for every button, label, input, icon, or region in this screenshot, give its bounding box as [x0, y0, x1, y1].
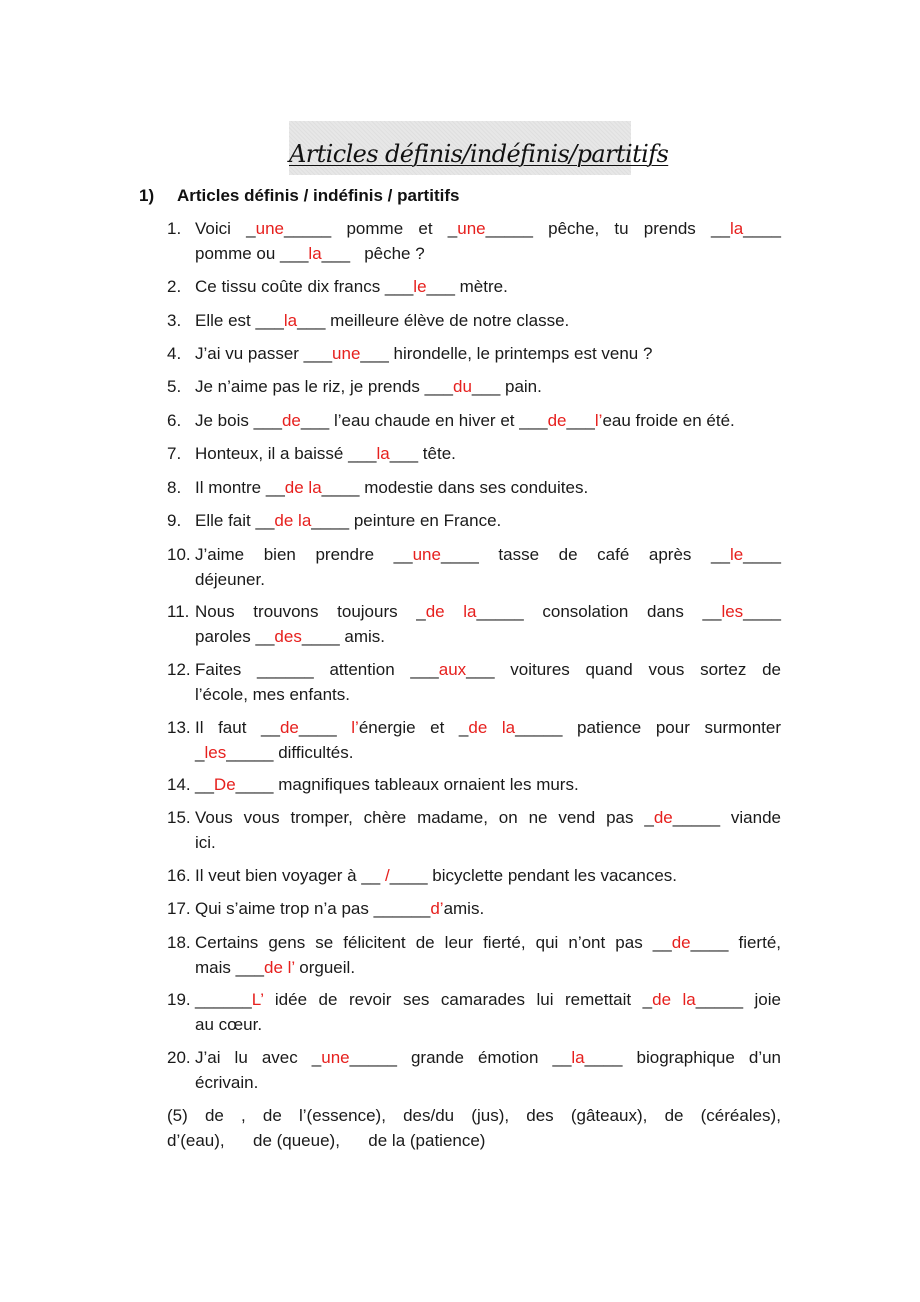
answer: la	[283, 311, 298, 330]
text-fragment: ___ voitures quand vous sortez de	[466, 660, 781, 679]
answer-notes	[167, 1104, 781, 1153]
answer: la	[729, 219, 744, 238]
text-fragment: énergie et	[358, 718, 459, 737]
text-fragment: ___ pain.	[471, 377, 542, 396]
answer: de	[281, 411, 301, 430]
exercise-item	[167, 342, 781, 367]
text-fragment: __	[393, 545, 413, 564]
text-fragment: __	[702, 602, 722, 621]
exercise-number: 15.	[167, 808, 191, 827]
text-fragment: ___ hirondelle, le printemps est venu ?	[360, 344, 653, 363]
exercise-text	[195, 442, 781, 467]
exercise-number: 14.	[167, 775, 191, 794]
text-fragment: _	[416, 602, 426, 621]
answer: De	[213, 775, 236, 794]
exercise-number: 11.	[167, 602, 190, 621]
text-fragment: Il veut bien voyager à	[195, 866, 362, 885]
text-fragment: _	[642, 990, 653, 1009]
answer: la	[308, 243, 322, 263]
text-fragment: (5) de ,	[167, 1106, 246, 1125]
text-fragment: pomme ou	[195, 243, 281, 263]
text-fragment: de la (patience)	[368, 1130, 486, 1150]
text-fragment: _____ consolation dans	[476, 602, 703, 621]
answer: une	[412, 545, 441, 564]
text-fragment: ____ peinture en France.	[311, 511, 502, 530]
exercise-number: 3.	[167, 311, 182, 330]
text-fragment: _	[311, 1048, 322, 1067]
exercise-number: 10.	[167, 545, 191, 564]
answer: d’	[430, 899, 444, 918]
text-fragment: ___	[255, 311, 284, 330]
text-fragment: ____	[743, 602, 781, 621]
text-fragment: Faites ______ attention	[195, 660, 411, 679]
exercise-number: 20.	[167, 1048, 191, 1067]
exercise-text	[195, 409, 781, 434]
exercise-item	[167, 716, 781, 765]
text-fragment: eau chaude en hiver et	[341, 411, 520, 430]
exercise-item	[167, 897, 781, 922]
text-fragment: Honteux, il a baissé	[195, 444, 349, 463]
text-fragment: ____ modestie dans ses conduites.	[321, 478, 589, 497]
notes-line-1	[167, 1104, 781, 1129]
exercise-text	[195, 658, 781, 707]
exercise-text	[195, 773, 781, 798]
exercise-text	[195, 806, 781, 855]
text-fragment: __	[255, 511, 275, 530]
text-fragment: _____ pêche, tu prends	[485, 219, 712, 238]
text-fragment: _	[195, 742, 205, 762]
answer: une	[332, 344, 361, 363]
text-fragment: ici.	[195, 832, 216, 852]
answer: L’	[251, 990, 264, 1009]
text-fragment: _____ joie	[695, 990, 781, 1009]
text-fragment: Nous trouvons toujours	[195, 602, 417, 621]
answer: une	[255, 219, 284, 238]
text-fragment: ___ pêche ?	[321, 243, 425, 263]
answer: aux	[438, 660, 467, 679]
text-fragment: _____ difficultés.	[226, 742, 354, 762]
exercise-text	[195, 342, 781, 367]
answer: de	[653, 808, 673, 827]
text-fragment: _	[458, 718, 469, 737]
text-fragment: ___	[566, 411, 595, 430]
answer: de l’	[264, 957, 295, 977]
text-fragment: __	[552, 1048, 572, 1067]
exercise-item	[167, 600, 781, 649]
text-fragment: __	[361, 866, 385, 885]
text-fragment: ___	[519, 411, 548, 430]
text-fragment: ____ biographique d’un	[584, 1048, 782, 1067]
text-fragment: ___	[348, 444, 377, 463]
text-fragment: Vous vous tromper, chère madame, on ne vend pas	[195, 808, 645, 827]
exercise-number: 1.	[167, 219, 182, 238]
text-fragment: __	[195, 775, 214, 794]
answer: les	[204, 742, 227, 762]
text-fragment: __	[652, 933, 672, 952]
answer: la	[376, 444, 390, 463]
exercise-text	[195, 600, 781, 649]
text-fragment: Elle fait	[195, 511, 256, 530]
exercise-text	[195, 1046, 781, 1095]
exercise-number: 12.	[167, 660, 191, 679]
text-fragment: paroles	[195, 626, 256, 646]
exercise-number: 7.	[167, 444, 182, 463]
text-fragment: J’ai lu avec	[195, 1048, 312, 1067]
text-fragment: Voici	[195, 219, 247, 238]
text-fragment: __	[265, 478, 285, 497]
text-fragment: de (queue),	[252, 1130, 340, 1150]
exercise-item	[167, 375, 781, 400]
text-fragment: ____ fierté,	[690, 933, 781, 952]
text-fragment: mais	[195, 957, 236, 977]
text-fragment: Il faut	[195, 718, 262, 737]
answer: de la	[468, 718, 516, 737]
text-fragment: déjeuner.	[195, 569, 265, 589]
exercise-text	[195, 275, 781, 300]
exercise-text	[195, 988, 781, 1037]
exercise-text	[195, 931, 781, 980]
text-fragment: ____ amis.	[301, 626, 385, 646]
text-fragment: ___	[410, 660, 439, 679]
text-fragment: J’aime bien prendre	[195, 545, 394, 564]
answer: l’	[594, 411, 603, 430]
text-fragment: Il montre	[195, 478, 266, 497]
exercise-item	[167, 543, 781, 592]
answer: les	[721, 602, 744, 621]
exercise-number: 2.	[167, 277, 182, 296]
text-fragment: au cœur.	[195, 1014, 263, 1034]
text-fragment: ___	[303, 344, 333, 363]
answer: de	[671, 933, 691, 952]
text-fragment: ___	[384, 277, 414, 296]
exercise-item	[167, 309, 781, 334]
text-fragment: __	[711, 545, 730, 564]
text-fragment: ______	[373, 899, 431, 918]
exercise-text	[195, 716, 781, 765]
text-fragment: ___	[424, 377, 453, 396]
text-fragment: ____	[743, 545, 781, 564]
exercise-item	[167, 806, 781, 855]
answer: de la	[274, 511, 312, 530]
notes-line-2	[167, 1129, 781, 1154]
answer: la	[571, 1048, 585, 1067]
exercise-item	[167, 217, 781, 266]
text-fragment: Certains gens se félicitent de leur fierté, qui n’ont pas	[195, 933, 653, 952]
text-fragment: orgueil.	[294, 957, 356, 977]
text-fragment: Je n’aime pas le riz, je prends	[195, 377, 425, 396]
answer: de la	[284, 478, 322, 497]
text-fragment: des/du (jus),	[403, 1106, 510, 1125]
exercise-text	[195, 509, 781, 534]
exercise-number: 8.	[167, 478, 182, 497]
text-fragment: _	[447, 219, 458, 238]
exercise-text	[195, 217, 781, 266]
section-heading	[139, 186, 459, 206]
exercise-text	[195, 375, 781, 400]
exercise-item	[167, 658, 781, 707]
text-fragment: eau froide en été.	[602, 411, 735, 430]
page-title: Articles définis/indéfinis/partitifs	[289, 140, 669, 168]
exercise-number: 4.	[167, 344, 182, 363]
exercise-item	[167, 988, 781, 1037]
text-fragment: ___	[280, 243, 309, 263]
text-fragment: Je bois	[195, 411, 254, 430]
text-fragment: __	[711, 219, 730, 238]
text-fragment: idée de revoir ses camarades lui remettait	[263, 990, 643, 1009]
exercise-number: 9.	[167, 511, 182, 530]
text-fragment: ___	[253, 411, 282, 430]
exercise-number: 5.	[167, 377, 182, 396]
exercise-item	[167, 409, 781, 434]
answer: une	[457, 219, 486, 238]
answer: le	[413, 277, 427, 296]
text-fragment: ____	[298, 718, 352, 737]
exercise-item	[167, 773, 781, 798]
text-fragment: ______	[195, 990, 252, 1009]
exercise-item	[167, 275, 781, 300]
answer: de	[279, 718, 299, 737]
text-fragment: ___ tête.	[389, 444, 456, 463]
answer: le	[729, 545, 744, 564]
text-fragment: Elle est	[195, 311, 256, 330]
answer: /	[384, 866, 390, 885]
exercise-item	[167, 442, 781, 467]
text-fragment: ___ mètre.	[426, 277, 508, 296]
exercise-item	[167, 931, 781, 980]
exercise-text	[195, 309, 781, 334]
text-fragment: Qui s’aime trop n’a pas	[195, 899, 374, 918]
text-fragment: ____ tasse de café après	[440, 545, 712, 564]
text-fragment: _____ patience pour surmonter	[515, 718, 781, 737]
exercise-text	[195, 476, 781, 501]
text-fragment: __	[255, 626, 275, 646]
exercise-text	[195, 543, 781, 592]
exercise-number: 19.	[167, 990, 191, 1009]
text-fragment: de (céréales),	[664, 1106, 781, 1125]
text-fragment: d’(eau),	[167, 1130, 225, 1150]
text-fragment: l’école, mes enfants.	[195, 684, 350, 704]
text-fragment: _____ viande	[672, 808, 781, 827]
text-fragment: ___ meilleure élève de notre classe.	[297, 311, 570, 330]
text-fragment: _____ pomme et	[283, 219, 448, 238]
text-fragment: écrivain.	[195, 1072, 259, 1092]
text-fragment: Ce tissu coûte dix francs	[195, 277, 385, 296]
text-fragment: des (gâteaux),	[526, 1106, 648, 1125]
text-fragment: _____ grande émotion	[349, 1048, 553, 1067]
exercise-number: 6.	[167, 411, 182, 430]
text-fragment: J’ai vu passer	[195, 344, 304, 363]
answer: de la	[425, 602, 477, 621]
answer: l’	[351, 718, 359, 737]
answer: des	[274, 626, 302, 646]
text-fragment: ____ magnifiques tableaux ornaient les murs.	[235, 775, 579, 794]
text-fragment: _	[246, 219, 256, 238]
text-fragment: _	[644, 808, 654, 827]
text-fragment: __	[261, 718, 280, 737]
exercise-item	[167, 864, 781, 889]
text-fragment: ___ l’	[300, 411, 342, 430]
text-fragment: ____ bicyclette pendant les vacances.	[389, 866, 678, 885]
exercise-item	[167, 1046, 781, 1095]
exercise-text	[195, 897, 781, 922]
answer: une	[321, 1048, 350, 1067]
text-fragment: amis.	[443, 899, 485, 918]
exercise-item	[167, 476, 781, 501]
exercise-item	[167, 509, 781, 534]
exercise-text	[195, 864, 781, 889]
title-banner	[289, 121, 669, 175]
text-fragment: ___	[235, 957, 264, 977]
section-heading-text: Articles définis / indéfinis / partitifs	[177, 186, 460, 205]
exercise-number: 16.	[167, 866, 191, 885]
section-number: 1)	[139, 186, 155, 205]
answer: de la	[652, 990, 696, 1009]
exercise-number: 18.	[167, 933, 191, 952]
text-fragment: ____	[743, 219, 781, 238]
text-fragment: de l’(essence),	[262, 1106, 386, 1125]
exercise-number: 13.	[167, 718, 191, 737]
answer: du	[452, 377, 472, 396]
exercise-number: 17.	[167, 899, 191, 918]
answer: de	[547, 411, 567, 430]
